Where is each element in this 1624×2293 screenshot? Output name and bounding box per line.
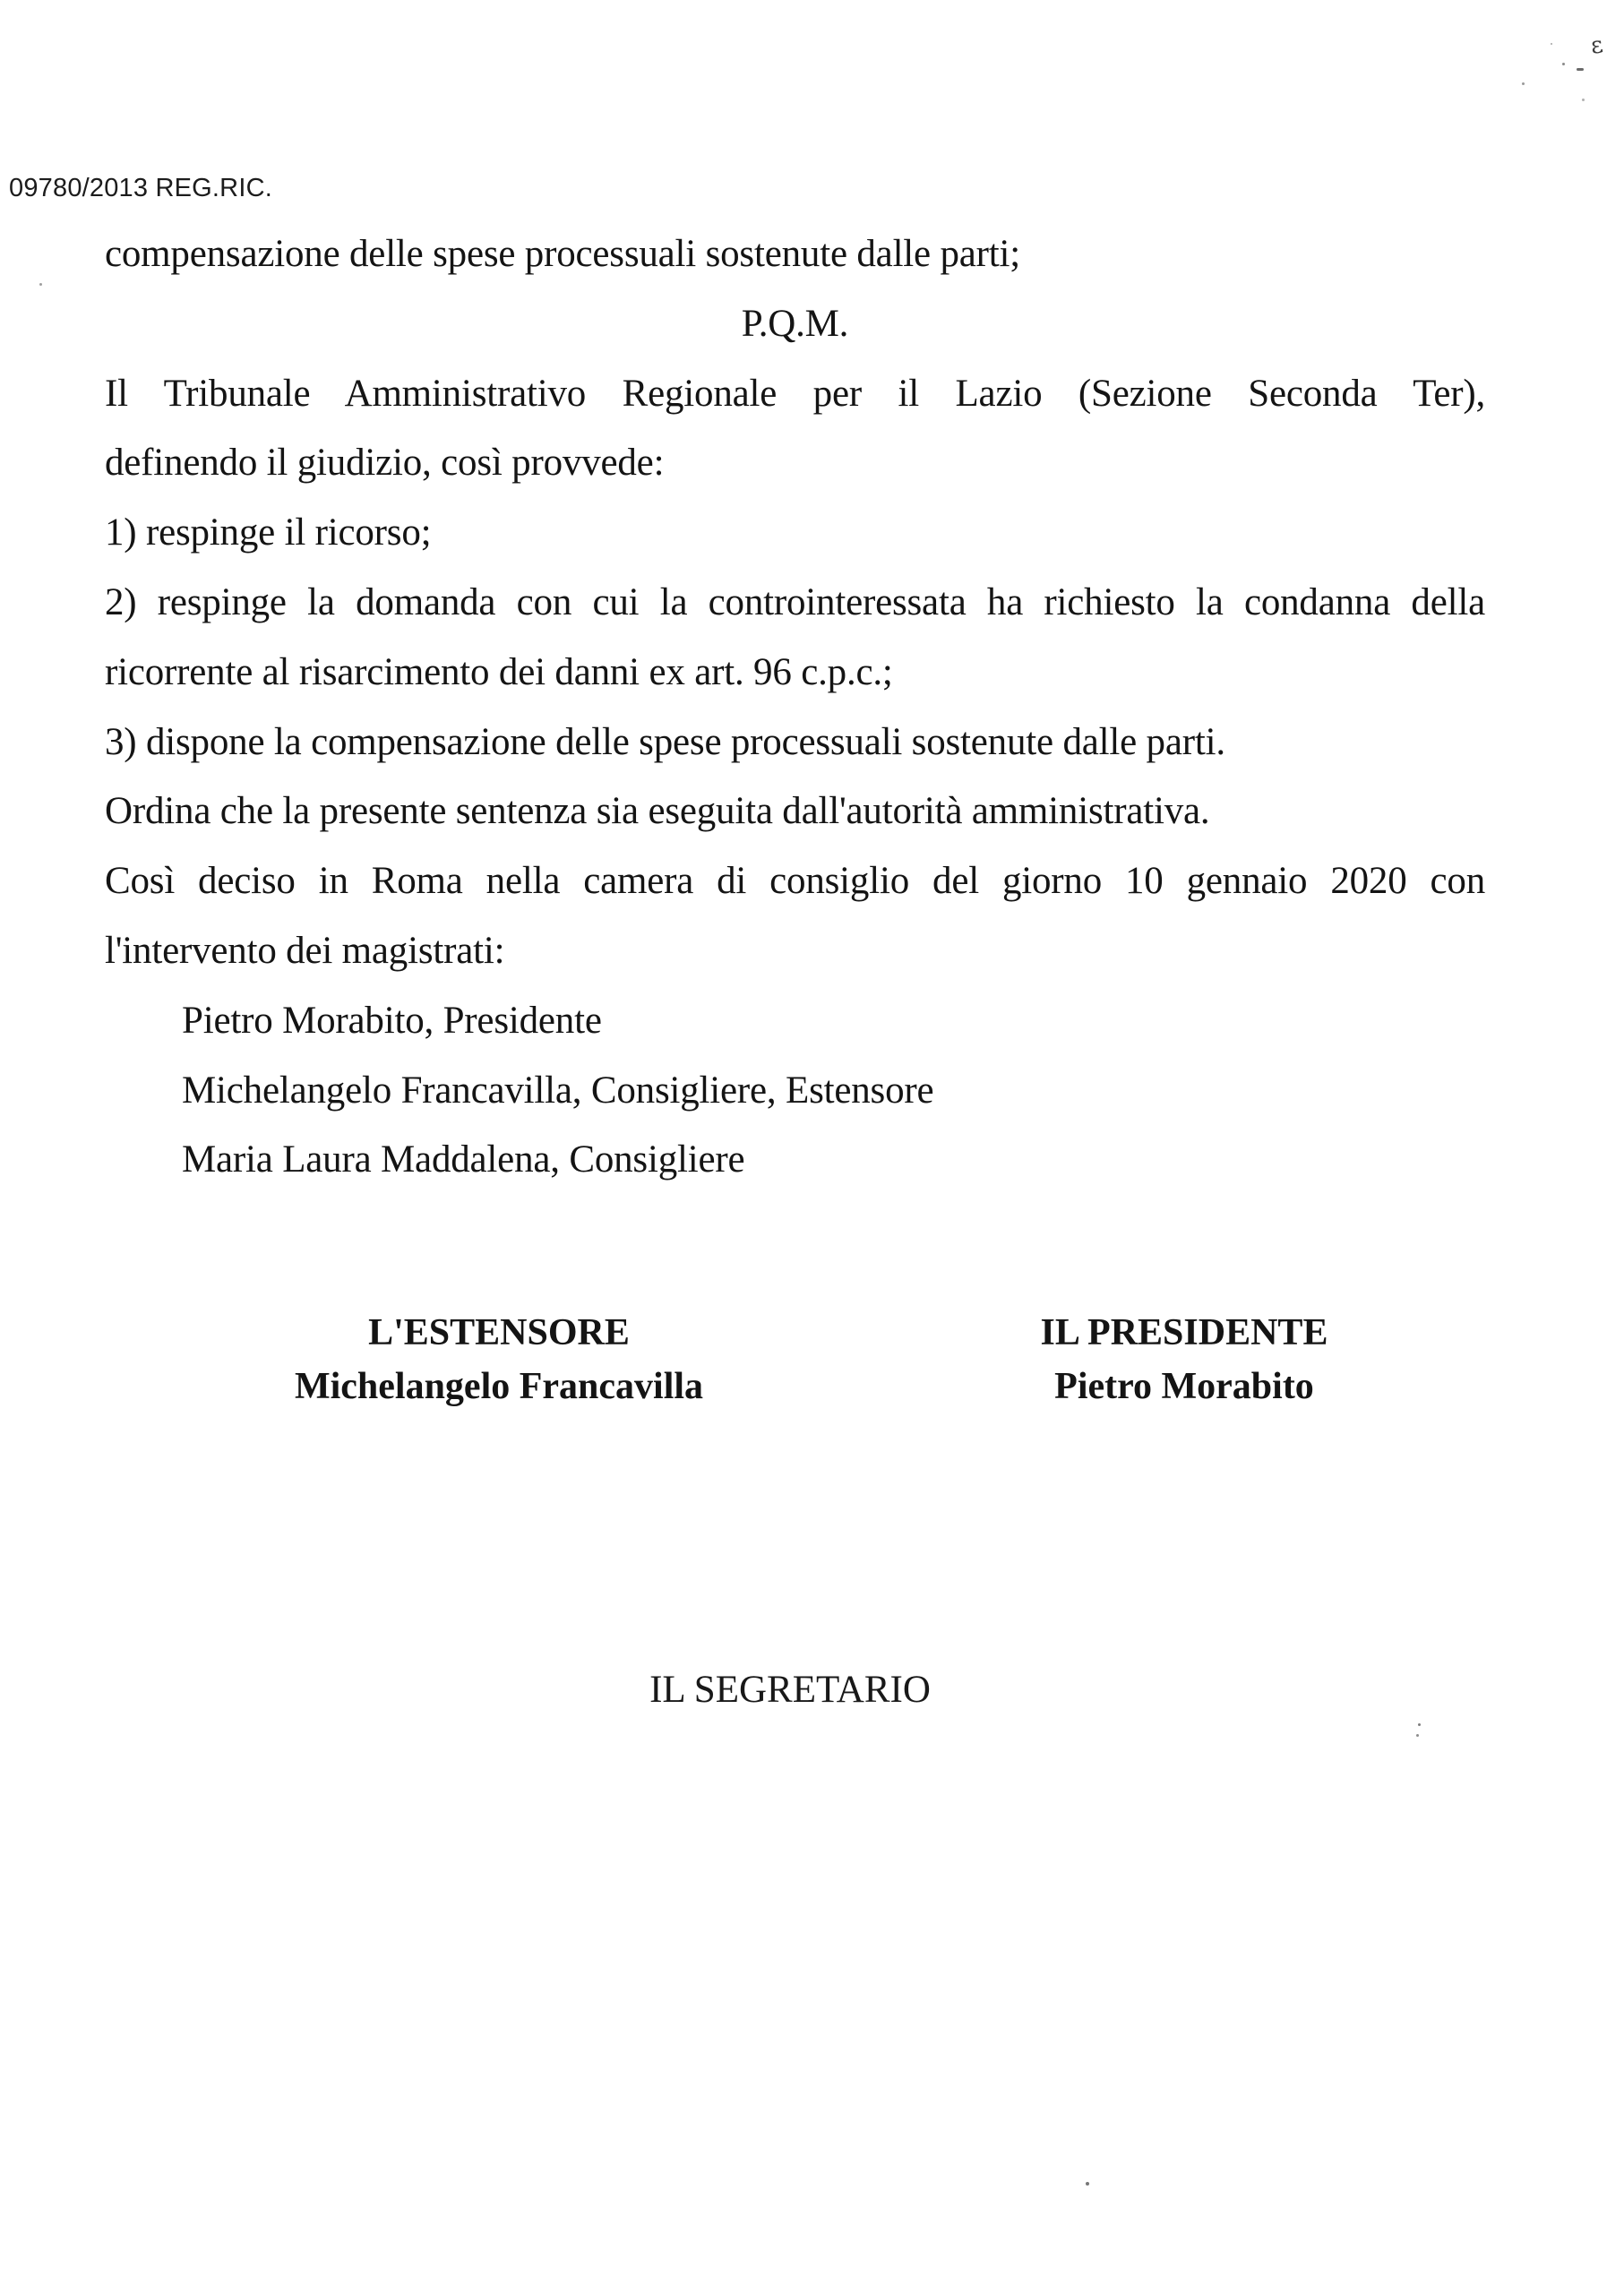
estensore-label: L'ESTENSORE bbox=[368, 1312, 630, 1353]
scan-speck bbox=[1577, 68, 1584, 71]
magistrate-line-estensore: Michelangelo Francavilla, Consigliere, Estensore bbox=[182, 1069, 934, 1112]
registration-number: 09780/2013 REG.RIC. bbox=[9, 174, 272, 202]
scan-speck bbox=[1086, 2182, 1089, 2186]
presidente-signature-block bbox=[907, 1310, 1462, 1410]
body-line-tribunale: Il Tribunale Amministrativo Regionale per il Lazio (Sezione Seconda Ter), bbox=[105, 372, 1485, 415]
estensore-name: Michelangelo Francavilla bbox=[294, 1366, 704, 1407]
scan-speck bbox=[39, 283, 42, 286]
segretario-label: IL SEGRETARIO bbox=[649, 1669, 931, 1711]
scan-speck bbox=[1582, 99, 1585, 101]
scan-speck bbox=[1418, 1723, 1421, 1726]
estensore-signature-block bbox=[221, 1310, 777, 1410]
magistrates-intro-line: l'intervento dei magistrati: bbox=[105, 929, 505, 972]
order-line: Ordina che la presente sentenza sia eseguita dall'autorità amministrativa. bbox=[105, 790, 1210, 833]
decision-item-3: 3) dispone la compensazione delle spese processuali sostenute dalle parti. bbox=[105, 720, 1225, 763]
scan-artifact-corner-glyph: ε bbox=[1588, 31, 1605, 60]
document-body bbox=[105, 219, 1485, 1195]
decision-item-1: 1) respinge il ricorso; bbox=[105, 511, 432, 554]
scan-speck bbox=[1562, 63, 1565, 65]
decision-item-2-line-2: ricorrente al risarcimento dei danni ex art. 96 c.p.c.; bbox=[105, 650, 893, 693]
magistrate-line-consigliere: Maria Laura Maddalena, Consigliere bbox=[182, 1138, 745, 1181]
decision-date-line: Così deciso in Roma nella camera di consiglio del giorno 10 gennaio 2020 con bbox=[105, 860, 1485, 903]
scan-speck bbox=[1416, 1734, 1419, 1737]
scan-speck bbox=[1551, 43, 1552, 45]
body-line-compensazione: compensazione delle spese processuali sostenute dalle parti; bbox=[105, 233, 1021, 275]
presidente-label: IL PRESIDENTE bbox=[1040, 1312, 1328, 1353]
pqm-heading: P.Q.M. bbox=[741, 302, 849, 345]
scan-speck bbox=[1522, 82, 1525, 85]
magistrate-line-presidente: Pietro Morabito, Presidente bbox=[182, 999, 602, 1042]
body-line-definendo: definendo il giudizio, così provvede: bbox=[105, 442, 665, 485]
presidente-name: Pietro Morabito bbox=[1054, 1366, 1314, 1407]
decision-item-2-line-1: 2) respinge la domanda con cui la controinteressata ha richiesto la condanna della bbox=[105, 580, 1485, 623]
